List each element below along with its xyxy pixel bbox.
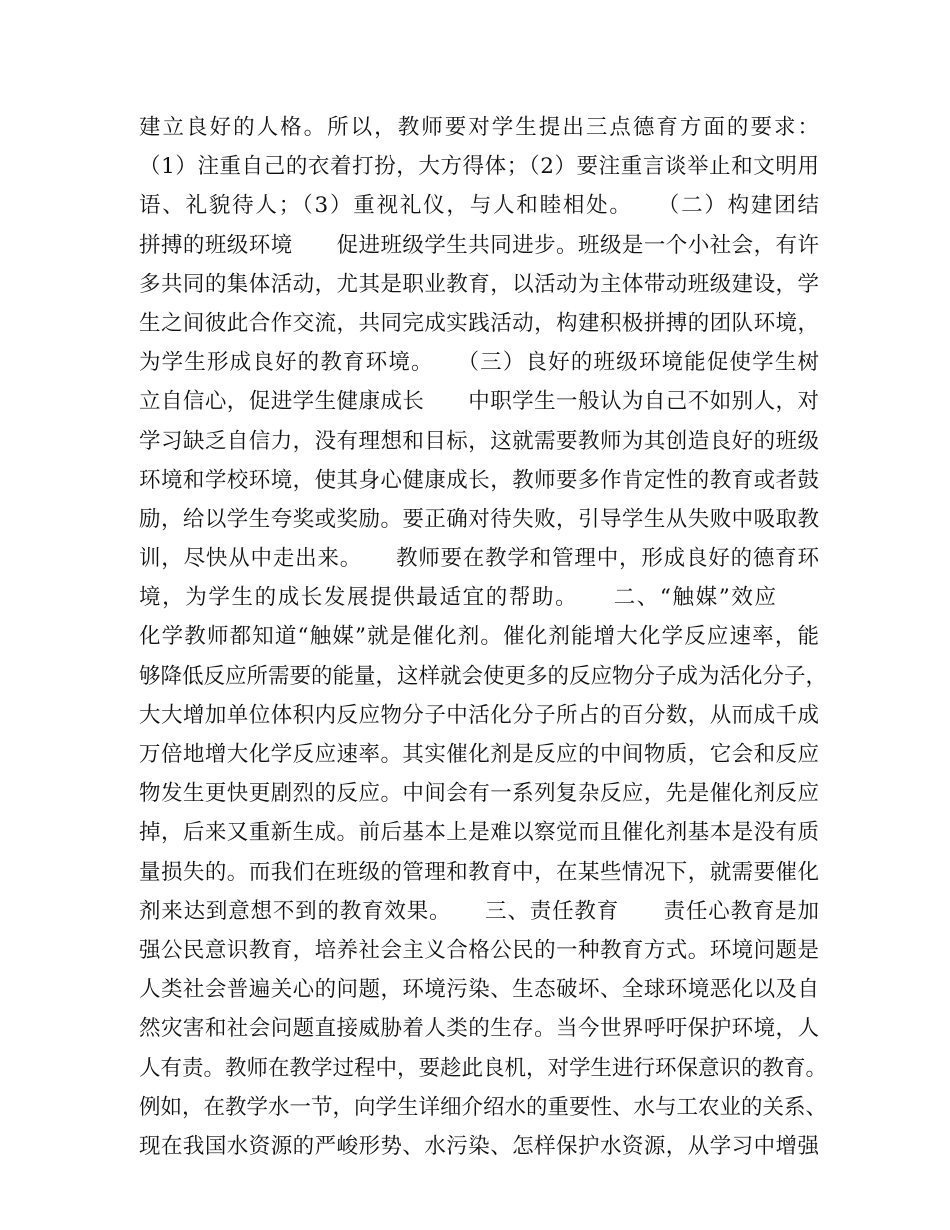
text-line: 拼搏的班级环境 促进班级学生共同进步。班级是一个小社会，有许 [139,232,819,258]
text-line: 物发生更快更剧烈的反应。中间会有一系列复杂反应，先是催化剂反应 [139,781,819,807]
text-line: 多共同的集体活动，尤其是职业教育，以活动为主体带动班级建设，学 [139,271,819,297]
text-line: 掉，后来又重新生成。前后基本上是难以察觉而且催化剂基本是没有质 [139,820,819,846]
text-line: 建立良好的人格。所以，教师要对学生提出三点德育方面的要求： [139,115,819,140]
text-line: 大大增加单位体积内反应物分子中活化分子所占的百分数，从而成千成 [139,702,819,728]
text-line: 量损失的。而我们在班级的管理和教育中，在某些情况下，就需要催化 [139,859,819,885]
text-line: 万倍地增大化学反应速率。其实催化剂是反应的中间物质，它会和反应 [139,742,819,767]
body-text [139,108,828,1166]
text-line: 剂来达到意想不到的教育效果。 三、责任教育 责任心教育是加 [139,898,819,924]
text-line: 境，为学生的成长发展提供最适宜的帮助。 二、“触媒”效应 [139,585,819,611]
text-line: 现在我国水资源的严峻形势、水污染、怎样保护水资源，从学习中增强 [139,1133,819,1159]
text-line: （1）注重自己的衣着打扮，大方得体；（2）要注重言谈举止和文明用 [139,154,819,180]
text-line: 强公民意识教育，培养社会主义合格公民的一种教育方式。环境问题是 [139,937,819,963]
text-line: 为学生形成良好的教育环境。 （三）良好的班级环境能促使学生树 [139,350,819,376]
text-line: 训，尽快从中走出来。 教师要在教学和管理中，形成良好的德育环 [139,546,819,572]
text-line: 立自信心，促进学生健康成长 中职学生一般认为自己不如别人，对 [139,389,819,415]
text-line: 励，给以学生夸奖或奖励。要正确对待失败，引导学生从失败中吸取教 [139,506,819,532]
text-line: 然灾害和社会问题直接威胁着人类的生存。当今世界呼吁保护环境，人 [139,1016,819,1042]
text-line: 够降低反应所需要的能量，这样就会使更多的反应物分子成为活化分子， [139,663,828,689]
text-line: 学习缺乏自信力，没有理想和目标，这就需要教师为其创造良好的班级 [139,428,819,454]
text-line: 人类社会普遍关心的问题，环境污染、生态破坏、全球环境恶化以及自 [139,977,819,1003]
text-line: 生之间彼此合作交流，共同完成实践活动，构建积极拼搏的团队环境， [139,310,819,336]
text-line: 语、礼貌待人；（3）重视礼仪，与人和睦相处。 （二）构建团结 [139,193,819,219]
text-line: 化学教师都知道“触媒”就是催化剂。催化剂能增大化学反应速率，能 [139,624,819,650]
text-line: 例如，在教学水一节，向学生详细介绍水的重要性、水与工农业的关系、 [139,1094,828,1120]
text-line: 人有责。教师在教学过程中，要趁此良机，对学生进行环保意识的教育。 [139,1055,828,1081]
text-line: 环境和学校环境，使其身心健康成长，教师要多作肯定性的教育或者鼓 [139,467,819,493]
